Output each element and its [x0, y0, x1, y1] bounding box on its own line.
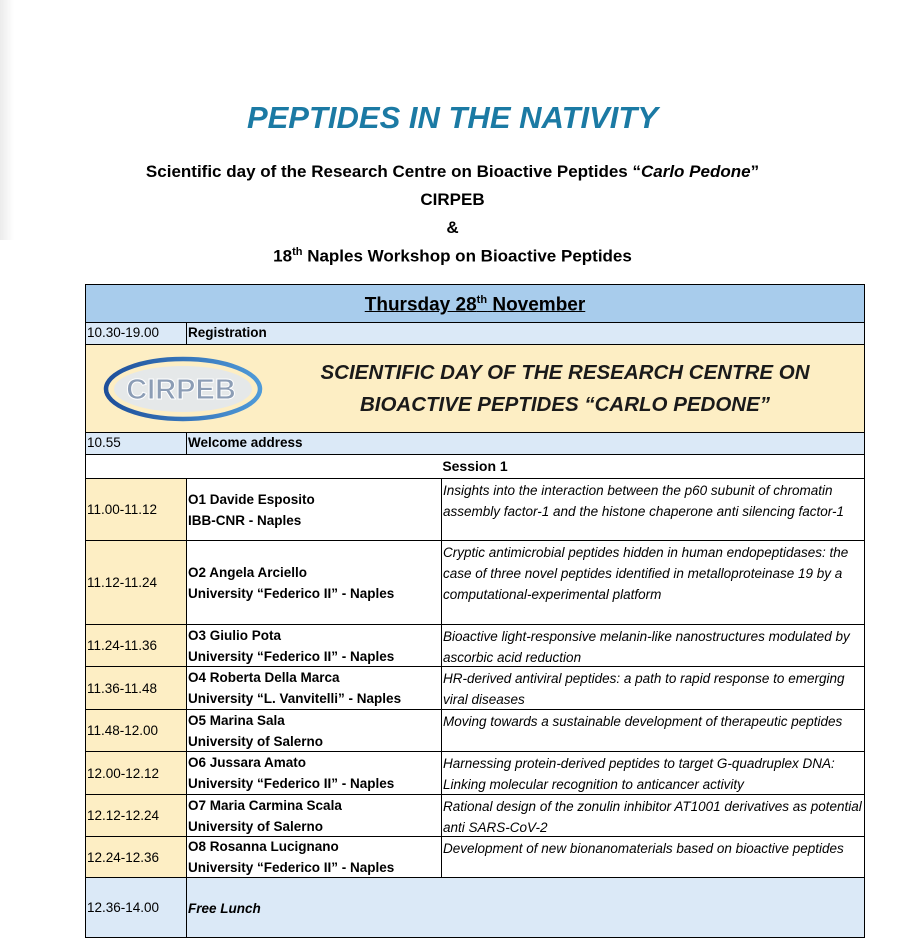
- page-title: PEPTIDES IN THE NATIVITY: [246, 100, 659, 135]
- subtitle-prefix: Scientific day of the Research Centre on Bioactive Peptides “: [145, 162, 641, 181]
- talk-row: [85, 837, 865, 878]
- talk-row: [85, 625, 865, 667]
- lunch-label: Free Lunch: [188, 901, 261, 916]
- talk-time: 11.48-12.00: [86, 710, 187, 751]
- talk-row: [85, 752, 865, 795]
- talk-speaker: [187, 541, 442, 624]
- workshop-number: 18: [273, 246, 293, 266]
- talk-speaker: [187, 795, 442, 836]
- speaker-name: O4 Roberta Della Marca: [188, 670, 340, 685]
- talk-speaker: [187, 752, 442, 794]
- speaker-name: O7 Maria Carmina Scala: [188, 797, 342, 813]
- program-table: [85, 284, 865, 938]
- talk-time: 11.00-11.12: [86, 479, 187, 540]
- talk-row: [85, 667, 865, 710]
- speaker-affiliation: University “Federico II” - Naples: [188, 776, 395, 791]
- subtitle-italic: Carlo Pedone: [640, 162, 751, 181]
- banner-line-2: BIOACTIVE PEPTIDES “CARLO PEDONE”: [359, 393, 771, 416]
- day-label-text: Thursday 28: [364, 294, 477, 316]
- registration-row: [85, 323, 865, 345]
- talk-title: Bioactive light-responsive melanin-like nanostructures modulated by ascorbic acid reduction: [443, 629, 850, 665]
- talk-title: Rational design of the zonulin inhibitor AT1001 derivatives as potential anti SARS-CoV-2: [443, 799, 862, 835]
- welcome-row: [85, 433, 865, 455]
- talk-row: [85, 710, 865, 752]
- talk-time: 12.24-12.36: [86, 837, 187, 877]
- subtitle-workshop: [0, 246, 905, 267]
- speaker-affiliation: University “Federico II” - Naples: [188, 585, 395, 601]
- talk-time: 11.24-11.36: [86, 625, 187, 666]
- speaker-name: O1 Davide Esposito: [188, 491, 315, 507]
- cirpeb-logo: [98, 355, 264, 423]
- speaker-name: O5 Marina Sala: [188, 712, 285, 728]
- talk-row: [85, 795, 865, 837]
- registration-label: Registration: [188, 325, 267, 340]
- welcome-label: Welcome address: [188, 435, 303, 450]
- talk-row: [85, 479, 865, 541]
- lunch-time: 12.36-14.00: [86, 878, 187, 937]
- welcome-time: 10.55: [86, 433, 187, 454]
- subtitle-ampersand: &: [446, 218, 459, 237]
- speaker-name: O2 Angela Arciello: [188, 564, 308, 580]
- talk-time: 12.00-12.12: [86, 752, 187, 794]
- day-header-row: [85, 284, 865, 323]
- talk-title: HR-derived antiviral peptides: a path to rapid response to emerging viral diseases: [443, 671, 845, 707]
- workshop-sup: th: [292, 246, 303, 258]
- session-label: Session 1: [442, 458, 508, 474]
- talk-time: 11.12-11.24: [86, 541, 187, 624]
- talk-speaker: [187, 625, 442, 666]
- subtitle-suffix: ”: [750, 162, 760, 181]
- talk-title: Insights into the interaction between the p60 subunit of chromatin assembly factor-1 and the histone chaperone anti silencing factor-1: [443, 483, 844, 519]
- day-label-sup: th: [476, 294, 488, 306]
- talk-title: Development of new bionanomaterials based on bioactive peptides: [443, 841, 844, 856]
- cirpeb-logo-text: CIRPEB: [126, 374, 236, 406]
- speaker-affiliation: University “Federico II” - Naples: [188, 860, 395, 875]
- talk-speaker: [187, 837, 442, 877]
- lunch-row: [85, 878, 865, 938]
- banner-title: [276, 357, 854, 421]
- speaker-name: O8 Rosanna Lucignano: [188, 839, 339, 854]
- talk-time: 11.36-11.48: [86, 667, 187, 709]
- speaker-affiliation: University of Salerno: [188, 818, 324, 834]
- day-label-month: November: [492, 294, 586, 316]
- workshop-name: Naples Workshop on Bioactive Peptides: [307, 246, 632, 266]
- speaker-name: O3 Giulio Pota: [188, 627, 282, 643]
- speaker-affiliation: University “Federico II” - Naples: [188, 648, 395, 664]
- talk-row: [85, 541, 865, 625]
- speaker-affiliation: University of Salerno: [188, 733, 324, 749]
- talk-title: Cryptic antimicrobial peptides hidden in human endopeptidases: the case of three novel peptides identified in metalloproteinase 19 by a computational-experimental platform: [443, 545, 849, 602]
- speaker-name: O6 Jussara Amato: [188, 755, 307, 770]
- registration-time: 10.30-19.00: [86, 323, 187, 344]
- speaker-affiliation: IBB-CNR - Naples: [188, 512, 302, 528]
- subtitle-acronym: CIRPEB: [420, 190, 485, 209]
- talk-speaker: [187, 479, 442, 540]
- day-label: [86, 294, 864, 316]
- talk-title: Harnessing protein-derived peptides to target G-quadruplex DNA: Linking molecular recognition to anticancer activity: [443, 756, 835, 792]
- cirpeb-banner-row: [85, 345, 865, 433]
- speaker-affiliation: University “L. Vanvitelli” - Naples: [188, 691, 402, 706]
- talk-speaker: [187, 710, 442, 751]
- talk-time: 12.12-12.24: [86, 795, 187, 836]
- session-row: [85, 455, 865, 479]
- subtitle-scientific-day: [0, 162, 905, 182]
- talk-title: Moving towards a sustainable development of therapeutic peptides: [443, 714, 843, 729]
- banner-line-1: SCIENTIFIC DAY OF THE RESEARCH CENTRE ON: [320, 361, 810, 384]
- talk-speaker: [187, 667, 442, 709]
